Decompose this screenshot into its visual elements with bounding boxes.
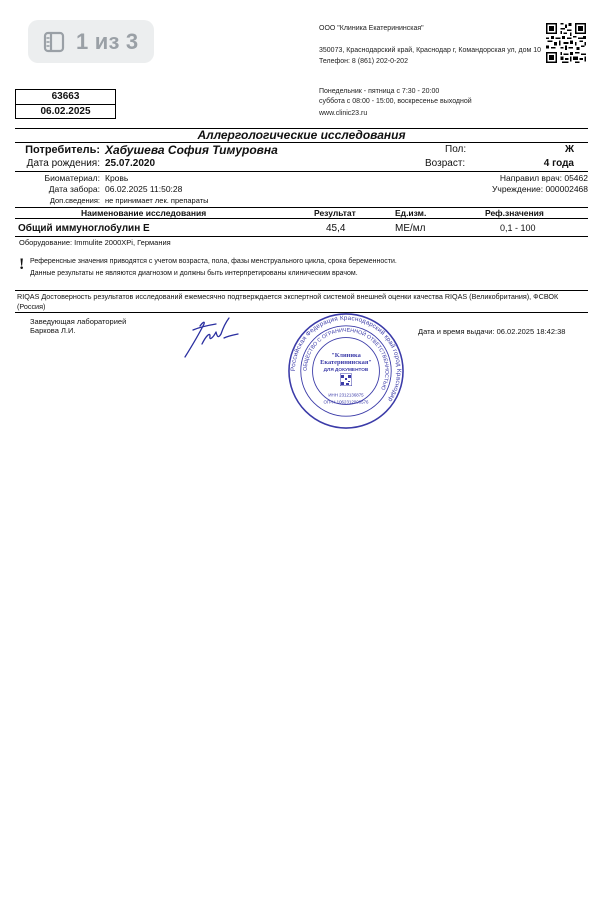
- patient-row: [15, 144, 588, 157]
- referring-doctor: Направил врач: 05462: [499, 173, 588, 183]
- birth-date: 25.07.2020: [105, 158, 156, 169]
- test-result: 45,4: [326, 223, 346, 234]
- clinic-address: 350073, Краснодарский край, Краснодар г, Командорская ул, дом 10: [319, 47, 542, 54]
- biomaterial-row: [15, 173, 588, 184]
- birth-label: Дата рождения:: [26, 158, 100, 169]
- institution: Учреждение: 000002468: [492, 184, 588, 194]
- test-name: Общий иммуноглобулин Е: [18, 223, 150, 234]
- clinic-phone: Телефон: 8 (861) 202-0-202: [319, 58, 408, 65]
- hours-weekend: суббота с 08:00 - 15:00, воскресенье выходной: [319, 97, 472, 105]
- lab-head-position: Заведующая лабораторией: [30, 317, 127, 326]
- document-title: Аллергологические исследования: [15, 128, 588, 143]
- age-label: Возраст:: [425, 158, 466, 169]
- riqas-notice: RIQAS Достоверность результатов исследований ежемесячно подтверждается экспертной системой внешней оценки качества RIQAS (Великобритания), ФСВОК (Россия): [15, 290, 588, 313]
- col-unit-header: Ед.изм.: [395, 208, 427, 218]
- sex-value: Ж: [564, 144, 574, 155]
- order-box: [15, 89, 116, 119]
- stamp-outer-text: Российская Федерация Краснодарский край город Краснодар: [289, 314, 403, 403]
- sample-date-label: Дата забора:: [48, 184, 100, 194]
- extra-info-row: [15, 196, 588, 207]
- stamp-center-3: ДЛЯ ДОКУМЕНТОВ: [323, 368, 369, 373]
- col-result-header: Результат: [314, 208, 356, 218]
- col-ref-header: Реф.значения: [485, 208, 544, 218]
- stamp-inner-text: ОБЩЕСТВО С ОГРАНИЧЕННОЙ ОТВЕТСТВЕННОСТЬЮ: [302, 327, 390, 391]
- stamp-ogrn: ОГРН 1062312000576: [323, 399, 369, 405]
- order-date: 06.02.2025: [40, 106, 91, 117]
- age-value: 4 года: [543, 158, 574, 169]
- patient-name-label: Потребитель:: [25, 144, 100, 156]
- warning-icon: !: [19, 256, 25, 273]
- hours-weekdays: Понедельник - пятница с 7:30 - 20:00: [319, 88, 440, 95]
- birth-row: [15, 158, 588, 171]
- qr-code-icon: [546, 23, 586, 63]
- notes: [30, 256, 397, 280]
- sample-date-row: [15, 184, 588, 195]
- extra-info-value: не принимает лек. препараты: [105, 196, 209, 205]
- signature: [180, 314, 240, 360]
- lab-head: [30, 317, 126, 335]
- note-line-2: Данные результаты не являются диагнозом и должны быть интерпретированы клиническим врачом.: [30, 270, 358, 277]
- clinic-hours: [319, 87, 472, 106]
- divider: [15, 236, 588, 237]
- patient-name: Хабушева София Тимуровна: [105, 143, 278, 157]
- test-ref: 0,1 - 100: [500, 223, 536, 233]
- biomaterial-label: Биоматериал:: [44, 173, 100, 183]
- page-thumbnail-icon: [42, 30, 66, 54]
- stamp-qr-icon: [340, 374, 352, 386]
- clinic-info: [319, 23, 541, 67]
- issue-datetime: Дата и время выдачи: 06.02.2025 18:42:38: [418, 327, 566, 336]
- page-indicator[interactable]: [28, 20, 154, 63]
- stamp-inn: ИНН 2312136875: [328, 392, 364, 398]
- test-unit: МЕ/мл: [395, 223, 426, 234]
- biomaterial-value: Кровь: [105, 173, 129, 183]
- sex-label: Пол:: [445, 144, 467, 155]
- sample-date-value: 06.02.2025 11:50:28: [105, 184, 183, 194]
- col-name-header: Наименование исследования: [81, 208, 207, 218]
- extra-info-label: Доп.сведения:: [49, 196, 100, 205]
- clinic-name: ООО "Клиника Екатерининская": [319, 25, 424, 32]
- clinic-stamp: [287, 312, 405, 430]
- lab-head-name: Баркова Л.И.: [30, 326, 76, 335]
- equipment: Оборудование: Immulite 2000XPi, Германия: [19, 238, 171, 247]
- results-table-header: [15, 207, 588, 219]
- table-row: [15, 221, 588, 236]
- clinic-website: www.clinic23.ru: [319, 110, 368, 117]
- note-line-1: Референсные значения приводятся с учетом возраста, пола, фазы менструального цикла, срока беременности.: [30, 258, 397, 265]
- stamp-center-2: Екатерининская": [320, 359, 372, 367]
- stamp-center-1: "Клиника: [331, 352, 361, 360]
- divider: [15, 171, 588, 172]
- order-number: 63663: [16, 90, 115, 105]
- page-counter: 1 из 3: [76, 28, 139, 54]
